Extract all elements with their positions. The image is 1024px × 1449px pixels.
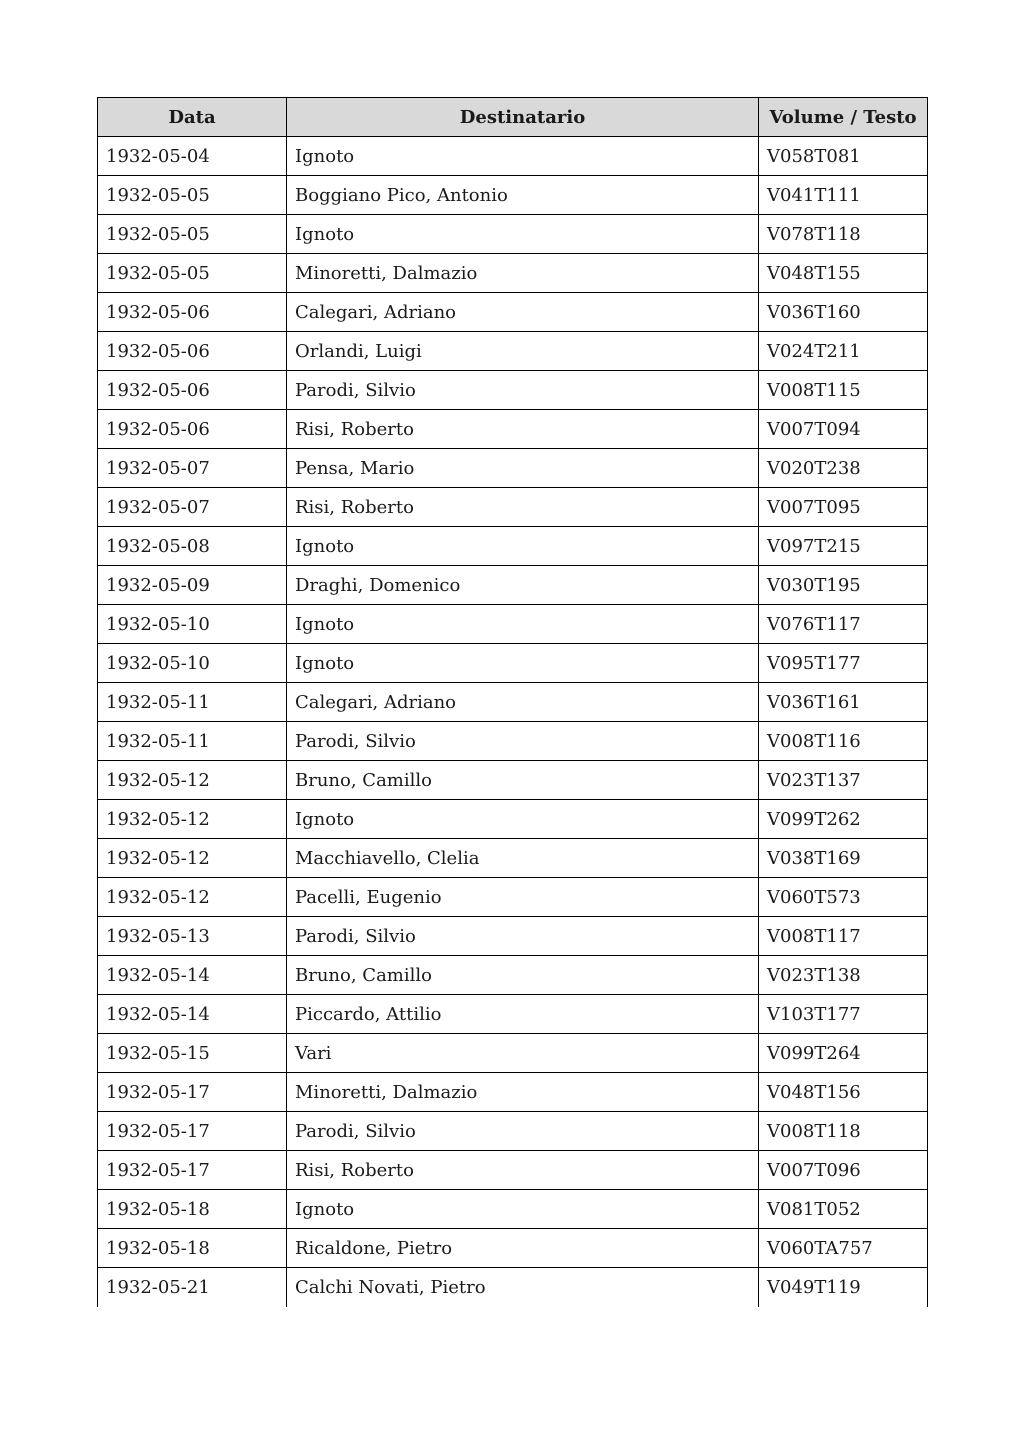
cell-date: 1932-05-11 <box>98 683 287 722</box>
table-body <box>98 137 928 1307</box>
cell-date: 1932-05-12 <box>98 839 287 878</box>
table-row <box>98 566 928 605</box>
cell-date: 1932-05-04 <box>98 137 287 176</box>
cell-date: 1932-05-07 <box>98 449 287 488</box>
table-row <box>98 839 928 878</box>
cell-recipient: Calegari, Adriano <box>287 683 759 722</box>
cell-date: 1932-05-18 <box>98 1229 287 1268</box>
cell-volume-text: V007T094 <box>759 410 928 449</box>
cell-recipient: Parodi, Silvio <box>287 917 759 956</box>
cell-date: 1932-05-12 <box>98 878 287 917</box>
cell-date: 1932-05-05 <box>98 254 287 293</box>
table-row <box>98 449 928 488</box>
cell-date: 1932-05-06 <box>98 371 287 410</box>
cell-date: 1932-05-21 <box>98 1268 287 1307</box>
table-row <box>98 722 928 761</box>
table-header <box>98 98 928 137</box>
cell-recipient: Vari <box>287 1034 759 1073</box>
table-row <box>98 332 928 371</box>
cell-volume-text: V060TA757 <box>759 1229 928 1268</box>
cell-volume-text: V007T095 <box>759 488 928 527</box>
cell-recipient: Macchiavello, Clelia <box>287 839 759 878</box>
cell-recipient: Ignoto <box>287 137 759 176</box>
cell-date: 1932-05-12 <box>98 761 287 800</box>
cell-recipient: Ricaldone, Pietro <box>287 1229 759 1268</box>
cell-date: 1932-05-05 <box>98 215 287 254</box>
table-row <box>98 176 928 215</box>
table-row <box>98 215 928 254</box>
table-row <box>98 137 928 176</box>
cell-recipient: Piccardo, Attilio <box>287 995 759 1034</box>
cell-recipient: Risi, Roberto <box>287 1151 759 1190</box>
cell-date: 1932-05-09 <box>98 566 287 605</box>
document-page <box>97 97 927 1307</box>
table-row <box>98 410 928 449</box>
table-row <box>98 761 928 800</box>
cell-volume-text: V038T169 <box>759 839 928 878</box>
cell-date: 1932-05-17 <box>98 1112 287 1151</box>
table-row <box>98 254 928 293</box>
column-header-recipient: Destinatario <box>287 98 759 137</box>
header-row <box>98 98 928 137</box>
table-row <box>98 956 928 995</box>
cell-date: 1932-05-10 <box>98 644 287 683</box>
cell-volume-text: V048T155 <box>759 254 928 293</box>
cell-date: 1932-05-14 <box>98 995 287 1034</box>
table-row <box>98 293 928 332</box>
cell-date: 1932-05-17 <box>98 1073 287 1112</box>
table-row <box>98 878 928 917</box>
cell-recipient: Risi, Roberto <box>287 410 759 449</box>
cell-recipient: Orlandi, Luigi <box>287 332 759 371</box>
table-row <box>98 644 928 683</box>
table-row <box>98 917 928 956</box>
cell-volume-text: V008T115 <box>759 371 928 410</box>
cell-date: 1932-05-15 <box>98 1034 287 1073</box>
cell-volume-text: V097T215 <box>759 527 928 566</box>
cell-recipient: Parodi, Silvio <box>287 722 759 761</box>
cell-recipient: Ignoto <box>287 605 759 644</box>
cell-date: 1932-05-11 <box>98 722 287 761</box>
cell-volume-text: V030T195 <box>759 566 928 605</box>
cell-volume-text: V078T118 <box>759 215 928 254</box>
cell-volume-text: V060T573 <box>759 878 928 917</box>
cell-volume-text: V007T096 <box>759 1151 928 1190</box>
table-row <box>98 527 928 566</box>
table-row <box>98 995 928 1034</box>
cell-recipient: Bruno, Camillo <box>287 761 759 800</box>
table-row <box>98 1034 928 1073</box>
cell-volume-text: V008T116 <box>759 722 928 761</box>
cell-recipient: Calegari, Adriano <box>287 293 759 332</box>
cell-date: 1932-05-17 <box>98 1151 287 1190</box>
column-header-date: Data <box>98 98 287 137</box>
cell-recipient: Parodi, Silvio <box>287 371 759 410</box>
cell-recipient: Draghi, Domenico <box>287 566 759 605</box>
cell-date: 1932-05-14 <box>98 956 287 995</box>
cell-volume-text: V023T137 <box>759 761 928 800</box>
cell-volume-text: V036T160 <box>759 293 928 332</box>
cell-date: 1932-05-06 <box>98 410 287 449</box>
letters-table <box>97 97 928 1307</box>
cell-recipient: Risi, Roberto <box>287 488 759 527</box>
cell-date: 1932-05-10 <box>98 605 287 644</box>
cell-date: 1932-05-06 <box>98 332 287 371</box>
table-row <box>98 1190 928 1229</box>
cell-date: 1932-05-13 <box>98 917 287 956</box>
cell-volume-text: V049T119 <box>759 1268 928 1307</box>
cell-volume-text: V099T264 <box>759 1034 928 1073</box>
cell-date: 1932-05-07 <box>98 488 287 527</box>
table-row <box>98 371 928 410</box>
cell-volume-text: V008T118 <box>759 1112 928 1151</box>
table-row <box>98 1229 928 1268</box>
cell-volume-text: V020T238 <box>759 449 928 488</box>
cell-recipient: Pensa, Mario <box>287 449 759 488</box>
cell-volume-text: V048T156 <box>759 1073 928 1112</box>
table-row <box>98 488 928 527</box>
cell-recipient: Minoretti, Dalmazio <box>287 1073 759 1112</box>
cell-recipient: Bruno, Camillo <box>287 956 759 995</box>
cell-volume-text: V058T081 <box>759 137 928 176</box>
table-row <box>98 683 928 722</box>
cell-date: 1932-05-12 <box>98 800 287 839</box>
cell-date: 1932-05-08 <box>98 527 287 566</box>
table-row <box>98 1151 928 1190</box>
cell-volume-text: V103T177 <box>759 995 928 1034</box>
cell-volume-text: V041T111 <box>759 176 928 215</box>
table-row <box>98 800 928 839</box>
cell-date: 1932-05-06 <box>98 293 287 332</box>
cell-volume-text: V076T117 <box>759 605 928 644</box>
cell-recipient: Boggiano Pico, Antonio <box>287 176 759 215</box>
cell-recipient: Calchi Novati, Pietro <box>287 1268 759 1307</box>
table-row <box>98 605 928 644</box>
cell-volume-text: V095T177 <box>759 644 928 683</box>
cell-recipient: Ignoto <box>287 644 759 683</box>
column-header-volume-text: Volume / Testo <box>759 98 928 137</box>
cell-date: 1932-05-05 <box>98 176 287 215</box>
cell-date: 1932-05-18 <box>98 1190 287 1229</box>
cell-recipient: Ignoto <box>287 215 759 254</box>
cell-volume-text: V024T211 <box>759 332 928 371</box>
table-row <box>98 1112 928 1151</box>
cell-volume-text: V023T138 <box>759 956 928 995</box>
table-row <box>98 1268 928 1307</box>
cell-volume-text: V081T052 <box>759 1190 928 1229</box>
cell-volume-text: V036T161 <box>759 683 928 722</box>
cell-recipient: Minoretti, Dalmazio <box>287 254 759 293</box>
cell-recipient: Ignoto <box>287 800 759 839</box>
cell-recipient: Ignoto <box>287 1190 759 1229</box>
cell-recipient: Ignoto <box>287 527 759 566</box>
cell-volume-text: V008T117 <box>759 917 928 956</box>
table-row <box>98 1073 928 1112</box>
cell-recipient: Parodi, Silvio <box>287 1112 759 1151</box>
cell-recipient: Pacelli, Eugenio <box>287 878 759 917</box>
cell-volume-text: V099T262 <box>759 800 928 839</box>
